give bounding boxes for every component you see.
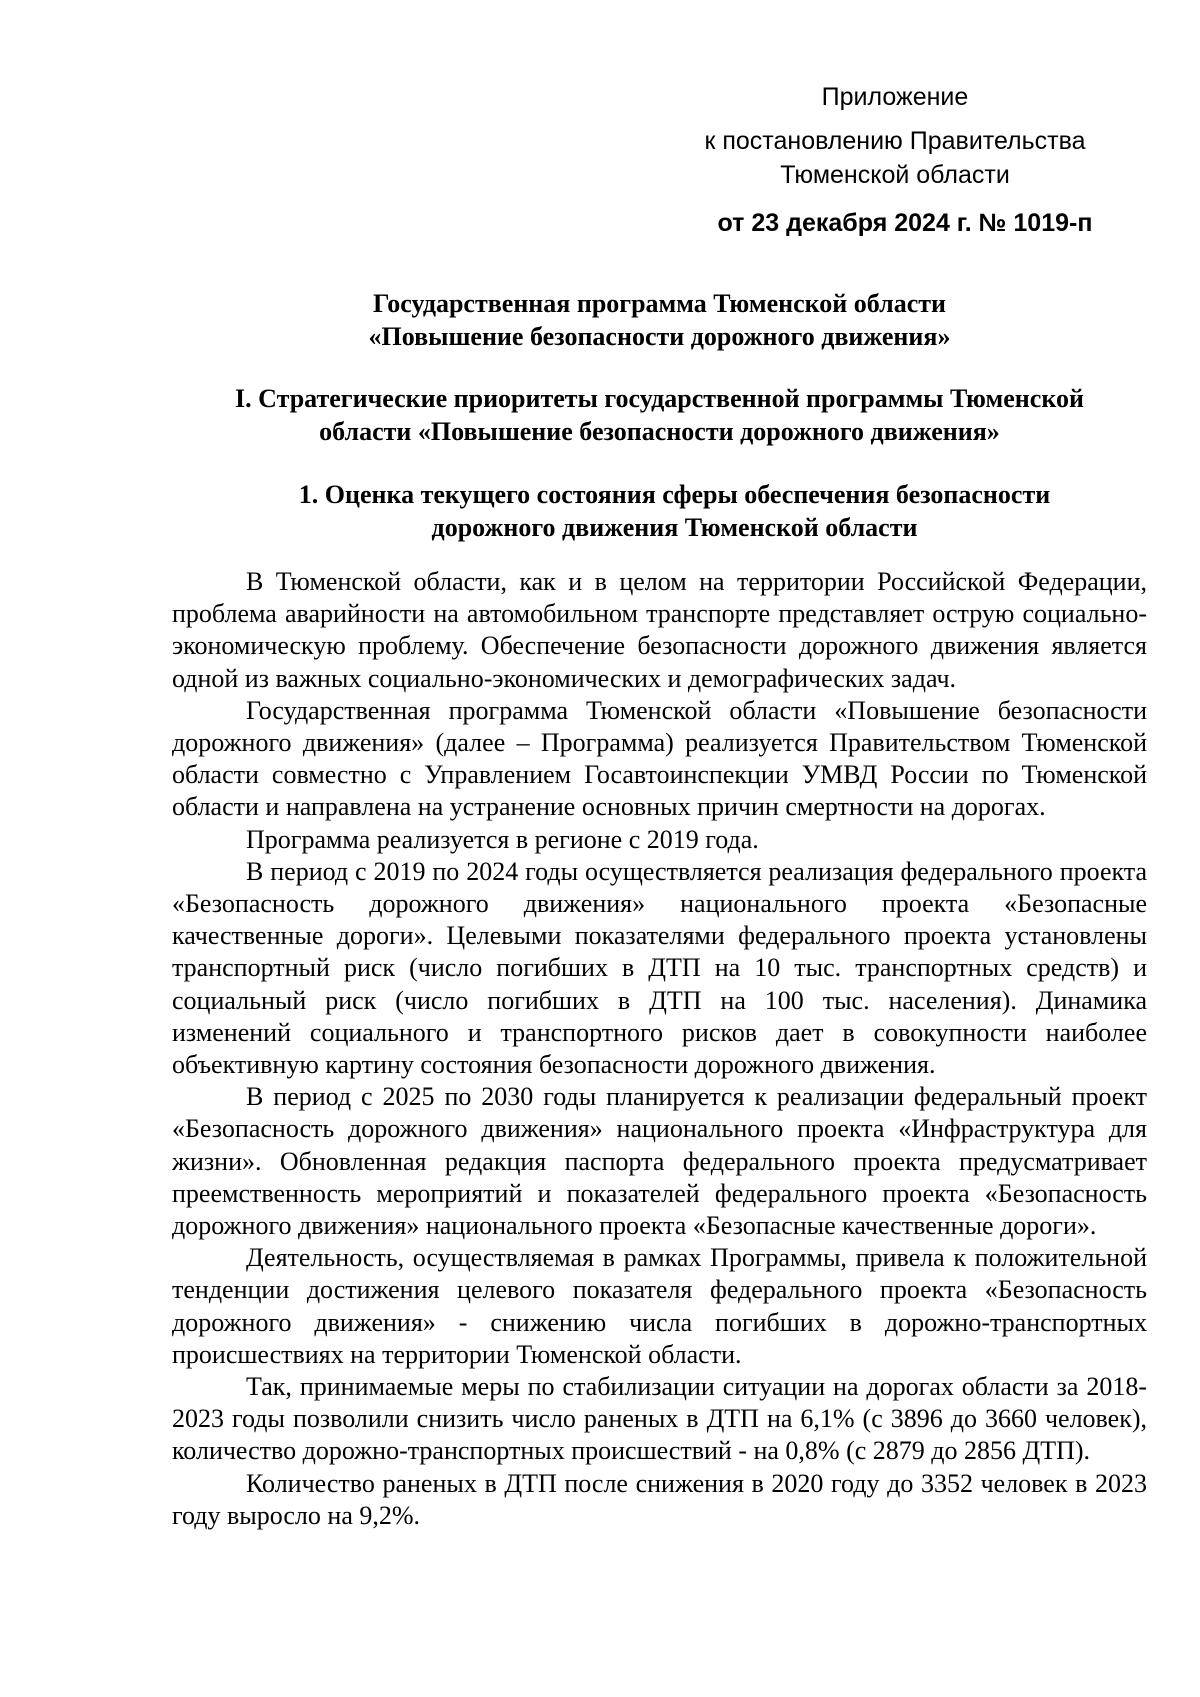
section-heading-line-2: области «Повышение безопасности дорожного движения» bbox=[319, 417, 1000, 446]
document-body bbox=[172, 566, 1147, 1532]
decree-reference-line: к постановлению Правительства bbox=[704, 127, 1086, 155]
paragraph: В период с 2025 по 2030 годы планируется к реализации федеральный проект «Безопасность дорожного движения» национального проекта «Инфраструктура для жизни». Обновленная редакция паспорта федерального проекта предусматривает преемственность мероприятий и показателей федерального проекта «Безопасность дорожного движения» национального проекта «Безопасные качественные дороги». bbox=[172, 1082, 1147, 1241]
region-line: Тюменской области bbox=[780, 161, 1010, 189]
paragraph: В Тюменской области, как и в целом на территории Российской Федерации, проблема аварийности на автомобильном транспорте представляет острую социально-экономическую проблему. Обеспечение безопасности дорожного движения является одной из важных социально-экономических и демографических задач. bbox=[172, 567, 1147, 693]
subsection-heading-line-1: 1. Оценка текущего состояния сферы обеспечения безопасности bbox=[298, 480, 1051, 509]
paragraph: Так, принимаемые меры по стабилизации ситуации на дорогах области за 2018-2023 годы позволили снизить число раненых в ДТП на 6,1% (с 3896 до 3660 человек), количество дорожно-транспортных происшествий - на 0,8% (с 2879 до 2856 ДТП). bbox=[172, 1372, 1147, 1466]
appendix-header bbox=[660, 80, 1130, 240]
decree-number: от 23 декабря 2024 г. № 1019-п bbox=[717, 209, 1093, 237]
subsection-heading bbox=[172, 478, 1147, 544]
paragraph: Деятельность, осуществляемая в рамках Программы, привела к положительной тенденции достижения целевого показателя федерального проекта «Безопасность дорожного движения» - снижению числа погибших в дорожно-транспортных происшествиях на территории Тюменской области. bbox=[172, 1243, 1147, 1369]
paragraph: Количество раненых в ДТП после снижения в 2020 году до 3352 человек в 2023 году выросло на 9,2%. bbox=[172, 1468, 1147, 1530]
appendix-label: Приложение bbox=[821, 83, 969, 111]
paragraph: Государственная программа Тюменской области «Повышение безопасности дорожного движения» (далее – Программа) реализуется Правительством Тюменской области совместно с Управлением Госавтоинспекции УМВД России по Тюменской области и направлена на устранение основных причин смертности на дорогах. bbox=[172, 695, 1147, 822]
document-title-line-1: Государственная программа Тюменской области bbox=[373, 289, 946, 318]
section-heading bbox=[172, 382, 1147, 448]
document-title bbox=[172, 287, 1147, 353]
subsection-heading-line-2: дорожного движения Тюменской области bbox=[431, 513, 918, 542]
document-title-line-2: «Повышение безопасности дорожного движения» bbox=[368, 322, 951, 351]
paragraph: Программа реализуется в регионе с 2019 года. bbox=[246, 824, 759, 854]
paragraph: В период с 2019 по 2024 годы осуществляется реализация федерального проекта «Безопасность дорожного движения» национального проекта «Безопасные качественные дороги». Целевыми показателями федерального проекта установлены транспортный риск (число погибших в ДТП на 10 тыс. транспортных средств) и социальный риск (число погибших в ДТП на 100 тыс. населения). Динамика изменений социального и транспортного рисков дает в совокупности наиболее объективную картину состояния безопасности дорожного движения. bbox=[172, 856, 1147, 1080]
section-heading-line-1: I. Стратегические приоритеты государственной программы Тюменской bbox=[235, 384, 1084, 413]
